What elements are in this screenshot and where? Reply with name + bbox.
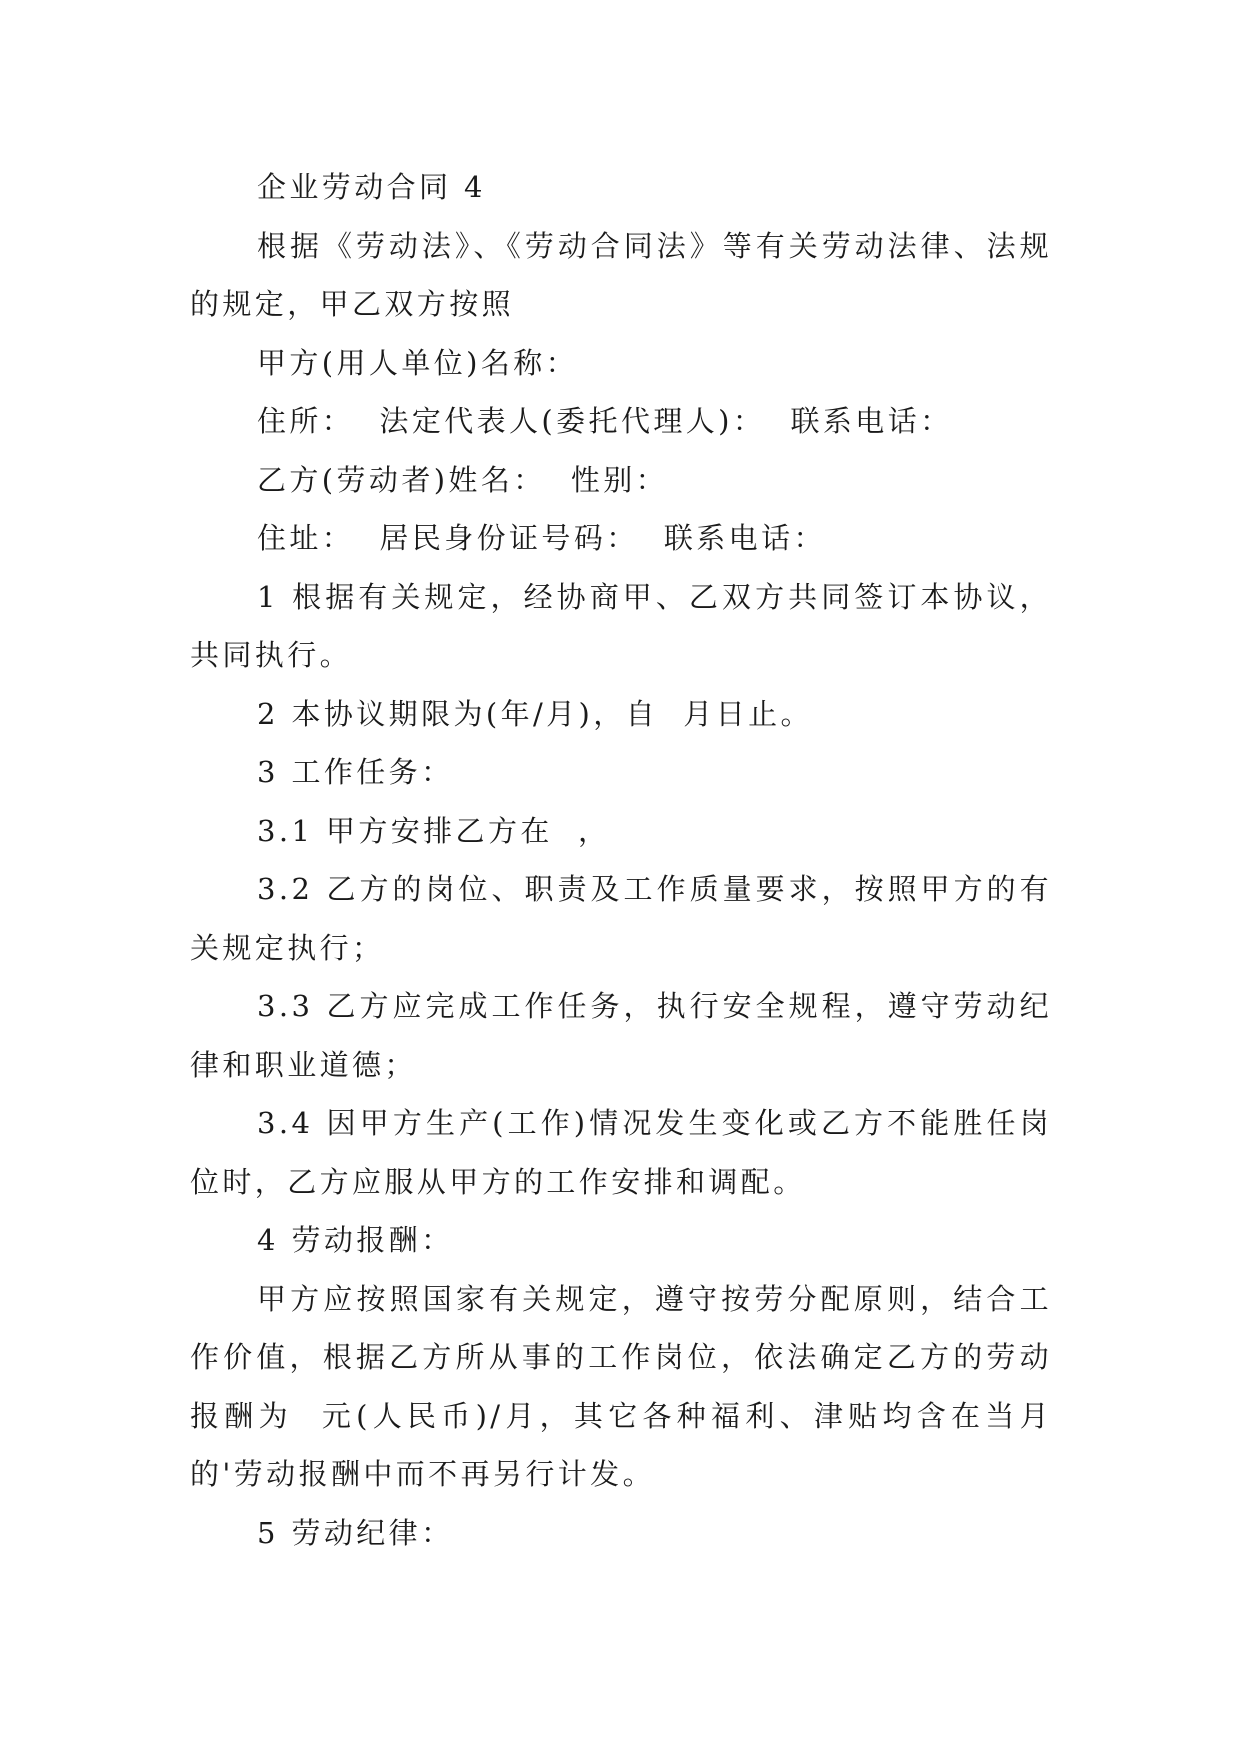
clause-5-heading: 5 劳动纪律： bbox=[257, 1515, 454, 1550]
clause-3-3: 3.3 乙方应完成工作任务，执行安全规程，遵守劳动纪律和职业道德； bbox=[190, 989, 1052, 1082]
clause-3-4: 3.4 因甲方生产(工作)情况发生变化或乙方不能胜任岗位时，乙方应服从甲方的工作安排和调配。 bbox=[190, 1106, 1052, 1199]
paragraph-party-b-name: 乙方(劳动者)姓名： 性别： bbox=[257, 462, 669, 497]
clause-3-heading: 3 工作任务： bbox=[257, 755, 454, 789]
clause-4-heading: 4 劳动报酬： bbox=[257, 1223, 454, 1257]
clause-4-body: 甲方应按照国家有关规定，遵守按劳分配原则，结合工作价值，根据乙方所从事的工作岗位，依法确定乙方的劳动报酬为 元(人民币)/月，其它各种福利、津贴均含在当月的'劳动报酬中而不再另行计发。 bbox=[190, 1281, 1052, 1491]
clause-3-2: 3.2 乙方的岗位、职责及工作质量要求，按照甲方的有关规定执行； bbox=[190, 872, 1052, 965]
clause-3-1: 3.1 甲方安排乙方在 ， bbox=[257, 813, 611, 848]
document-body bbox=[190, 158, 1052, 1562]
paragraph-party-a-name: 甲方(用人单位)名称： bbox=[257, 345, 579, 380]
clause-2: 2 本协议期限为(年/月)，自 月日止。 bbox=[257, 696, 813, 731]
clause-1: 1 根据有关规定，经协商甲、乙双方共同签订本协议，共同执行。 bbox=[190, 579, 1052, 672]
paragraph-party-b-address: 住址： 居民身份证号码： 联系电话： bbox=[257, 521, 826, 555]
document-title: 企业劳动合同 4 bbox=[257, 170, 486, 204]
paragraph-preamble: 根据《劳动法》、《劳动合同法》等有关劳动法律、法规的规定，甲乙双方按照 bbox=[190, 228, 1052, 321]
paragraph-party-a-address: 住所： 法定代表人(委托代理人)： 联系电话： bbox=[257, 404, 953, 438]
